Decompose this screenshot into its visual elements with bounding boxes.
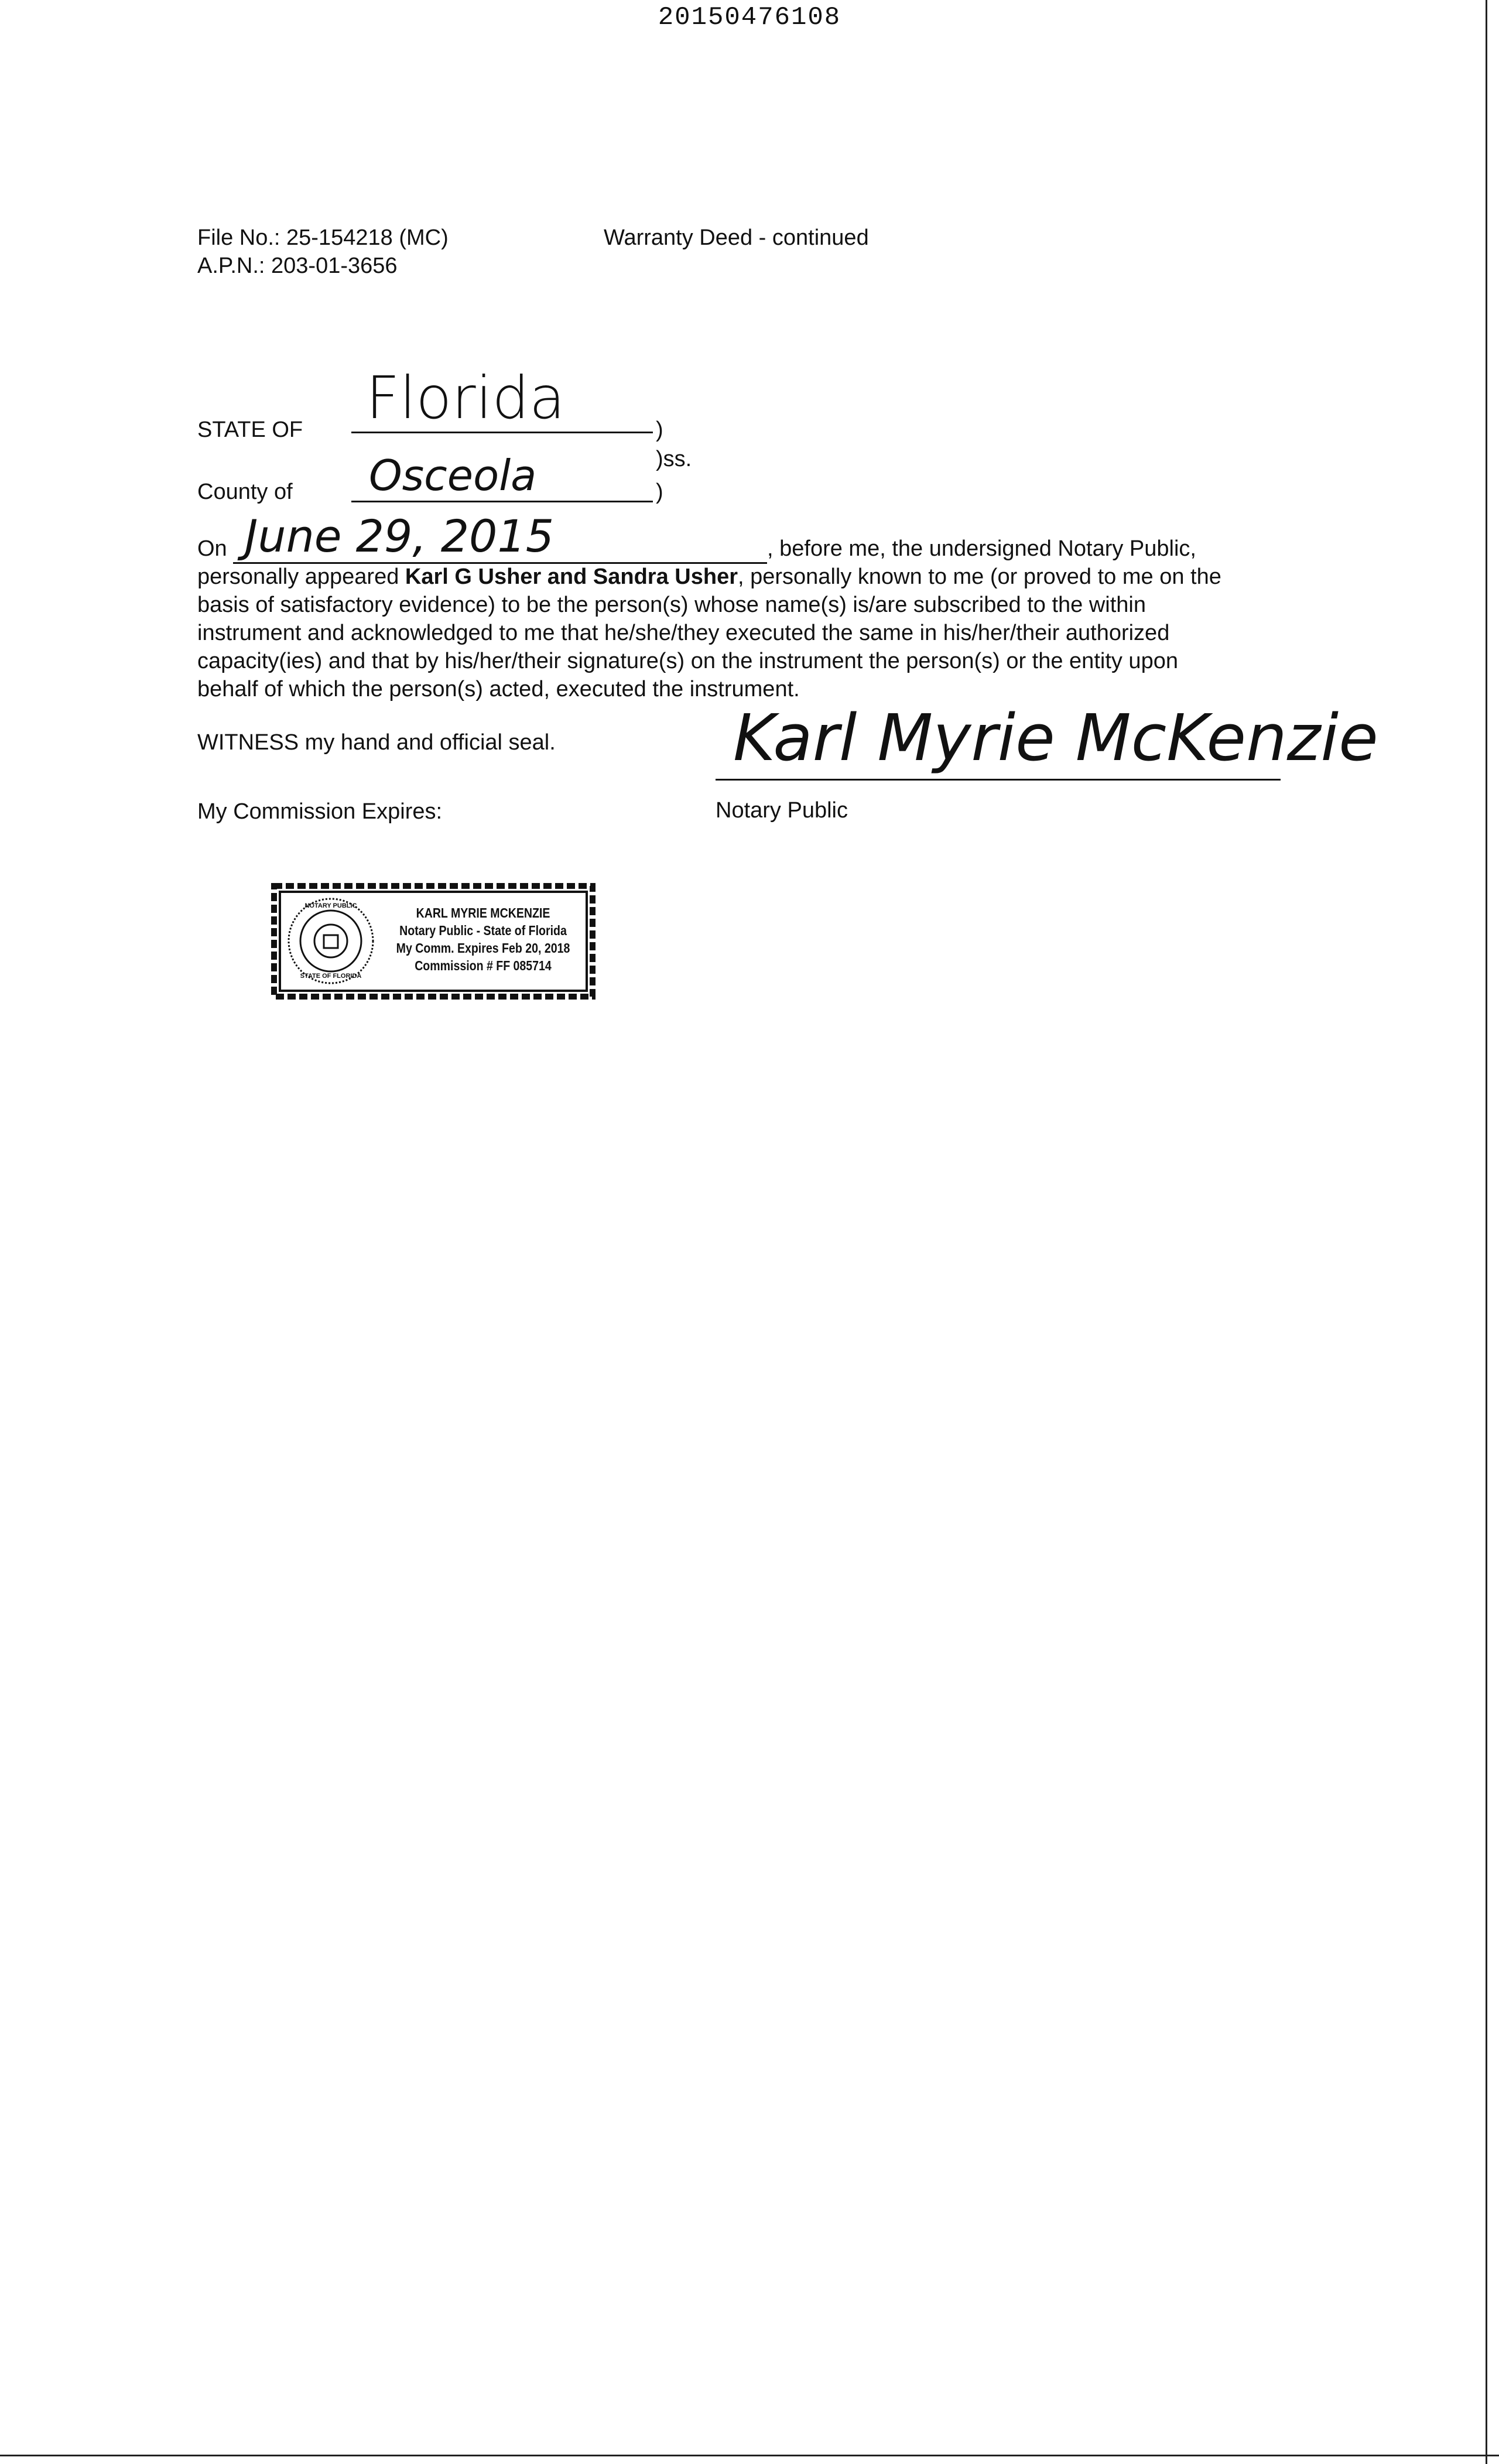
ss-label: )ss. <box>656 447 692 471</box>
county-paren: ) <box>656 480 663 504</box>
signer-names: Karl G Usher and Sandra Usher <box>405 564 738 589</box>
document-title: Warranty Deed - continued <box>604 225 869 250</box>
date-handwritten: June 29, 2015 <box>245 510 555 562</box>
date-field <box>233 509 767 564</box>
on-label: On <box>197 536 227 561</box>
acknowledgment-lead: personally appeared <box>197 564 405 589</box>
notary-stamp <box>269 881 597 1001</box>
date-continuation: , before me, the undersigned Notary Public, <box>767 536 1196 561</box>
county-field <box>351 451 653 502</box>
state-field <box>351 366 653 433</box>
commission-expires-label: My Commission Expires: <box>197 799 443 824</box>
state-label: STATE OF <box>197 417 303 442</box>
acknowledgment-body: , personally known to me (or proved to me on the basis of satisfactory evidence) to be the person(s) whose name(s) is/are subscribed to the within instrument and acknowledged to me that he/she/they executed the same in his/her/their authorized capacity(ies) and that by his/her/their signature(s) on the instrument the person(s) or the entity upon behalf of which the person(s) acted, executed the instrument. <box>197 564 1221 701</box>
apn-number: A.P.N.: 203-01-3656 <box>197 254 398 278</box>
document-number: 20150476108 <box>658 3 841 32</box>
stamp-name: KARL MYRIE MCKENZIE <box>416 905 550 920</box>
page-right-border <box>1486 0 1487 2464</box>
file-number: File No.: 25-154218 (MC) <box>197 225 449 250</box>
state-handwritten: Florida <box>366 364 566 432</box>
state-paren: ) <box>656 417 663 442</box>
notary-signature: Karl Myrie McKenzie <box>733 700 1378 775</box>
stamp-title: Notary Public - State of Florida <box>399 923 567 938</box>
notary-public-label: Notary Public <box>716 798 848 823</box>
stamp-commission-number: Commission # FF 085714 <box>415 958 552 973</box>
county-label: County of <box>197 480 293 504</box>
seal-text-bottom: STATE OF FLORIDA <box>300 973 362 980</box>
page-bottom-border <box>0 2455 1499 2456</box>
acknowledgment-paragraph <box>197 563 1240 703</box>
county-handwritten: Osceola <box>369 451 537 500</box>
seal-text-top: NOTARY PUBLIC <box>304 902 357 909</box>
stamp-expiration: My Comm. Expires Feb 20, 2018 <box>396 940 570 956</box>
notary-signature-line <box>716 700 1378 781</box>
witness-statement: WITNESS my hand and official seal. <box>197 730 556 755</box>
